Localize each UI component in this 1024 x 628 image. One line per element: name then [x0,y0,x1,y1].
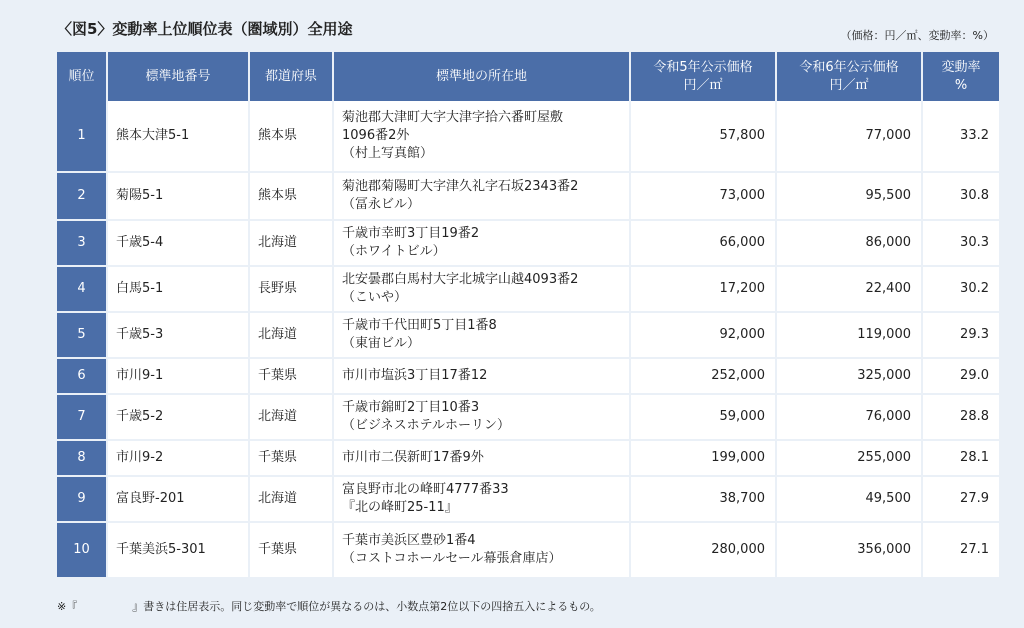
price-r6-cell: 325,000 [776,358,922,394]
change-rate-cell: 27.1 [922,522,999,578]
figure-title: 〈図5〉変動率上位順位表（圏域別）全用途 [57,20,353,38]
header-price-r6: 令和6年公示価格 円／㎡ [776,52,922,101]
prefecture-cell: 千葉県 [249,440,333,476]
site-number-cell: 千歳5-2 [107,394,249,440]
price-r5-cell: 57,800 [630,101,776,172]
rank-cell: 7 [57,394,107,440]
price-r6-cell: 86,000 [776,220,922,266]
price-r5-cell: 92,000 [630,312,776,358]
header-location: 標準地の所在地 [333,52,630,101]
rank-cell: 5 [57,312,107,358]
price-r6-cell: 22,400 [776,266,922,312]
price-r5-cell: 38,700 [630,476,776,522]
prefecture-cell: 北海道 [249,476,333,522]
table-row [57,358,999,394]
location-cell: 富良野市北の峰町4777番33 『北の峰町25-11』 [333,476,630,522]
price-r6-cell: 76,000 [776,394,922,440]
site-number-cell: 千歳5-3 [107,312,249,358]
location-cell: 千歳市千代田町5丁目1番8 （東宙ビル） [333,312,630,358]
site-number-cell: 市川9-2 [107,440,249,476]
change-rate-cell: 29.3 [922,312,999,358]
prefecture-cell: 長野県 [249,266,333,312]
change-rate-cell: 27.9 [922,476,999,522]
table-row [57,266,999,312]
prefecture-cell: 熊本県 [249,172,333,220]
table-row [57,172,999,220]
location-cell: 千葉市美浜区豊砂1番4 （コストコホールセール幕張倉庫店） [333,522,630,578]
unit-note: （価格：円／㎡、変動率：%） [840,29,994,42]
price-r6-cell: 49,500 [776,476,922,522]
rank-cell: 10 [57,522,107,578]
change-rate-cell: 30.2 [922,266,999,312]
location-cell: 市川市二俣新町17番9外 [333,440,630,476]
header-rank: 順位 [57,52,107,101]
prefecture-cell: 千葉県 [249,358,333,394]
price-r6-cell: 356,000 [776,522,922,578]
price-r5-cell: 66,000 [630,220,776,266]
header-prefecture: 都道府県 [249,52,333,101]
header-price-r5: 令和5年公示価格 円／㎡ [630,52,776,101]
table-row [57,440,999,476]
site-number-cell: 菊陽5-1 [107,172,249,220]
price-r5-cell: 59,000 [630,394,776,440]
price-r5-cell: 73,000 [630,172,776,220]
header-row [57,52,999,101]
prefecture-cell: 北海道 [249,220,333,266]
prefecture-cell: 北海道 [249,394,333,440]
rank-cell: 1 [57,101,107,172]
rank-cell: 8 [57,440,107,476]
price-r6-cell: 95,500 [776,172,922,220]
site-number-cell: 白馬5-1 [107,266,249,312]
price-r6-cell: 119,000 [776,312,922,358]
prefecture-cell: 熊本県 [249,101,333,172]
site-number-cell: 千葉美浜5-301 [107,522,249,578]
header-site-number: 標準地番号 [107,52,249,101]
location-cell: 市川市塩浜3丁目17番12 [333,358,630,394]
change-rate-cell: 30.3 [922,220,999,266]
change-rate-cell: 33.2 [922,101,999,172]
table-row [57,101,999,172]
change-rate-cell: 28.1 [922,440,999,476]
footnote: ※『 』書きは住居表示。同じ変動率で順位が異なるのは、小数点第2位以下の四捨五入によるもの。 [57,600,601,613]
price-r6-cell: 77,000 [776,101,922,172]
change-rate-cell: 29.0 [922,358,999,394]
price-r5-cell: 17,200 [630,266,776,312]
location-cell: 菊池郡大津町大字大津字拾六番町屋敷 1096番2外 （村上写真館） [333,101,630,172]
location-cell: 菊池郡菊陽町大字津久礼字石坂2343番2 （冨永ビル） [333,172,630,220]
table-row [57,522,999,578]
price-r5-cell: 280,000 [630,522,776,578]
rank-cell: 2 [57,172,107,220]
site-number-cell: 千歳5-4 [107,220,249,266]
rank-cell: 4 [57,266,107,312]
site-number-cell: 熊本大津5-1 [107,101,249,172]
price-r6-cell: 255,000 [776,440,922,476]
price-r5-cell: 199,000 [630,440,776,476]
table-row [57,312,999,358]
header-change-rate: 変動率 % [922,52,999,101]
rank-cell: 3 [57,220,107,266]
table-row [57,476,999,522]
prefecture-cell: 千葉県 [249,522,333,578]
rank-cell: 6 [57,358,107,394]
prefecture-cell: 北海道 [249,312,333,358]
site-number-cell: 市川9-1 [107,358,249,394]
location-cell: 千歳市幸町3丁目19番2 （ホワイトビル） [333,220,630,266]
table-row [57,394,999,440]
table-row [57,220,999,266]
location-cell: 北安曇郡白馬村大字北城字山越4093番2 （こいや） [333,266,630,312]
location-cell: 千歳市錦町2丁目10番3 （ビジネスホテルホーリン） [333,394,630,440]
site-number-cell: 富良野-201 [107,476,249,522]
change-rate-cell: 30.8 [922,172,999,220]
change-rate-cell: 28.8 [922,394,999,440]
price-r5-cell: 252,000 [630,358,776,394]
rank-cell: 9 [57,476,107,522]
ranking-table [57,52,999,579]
